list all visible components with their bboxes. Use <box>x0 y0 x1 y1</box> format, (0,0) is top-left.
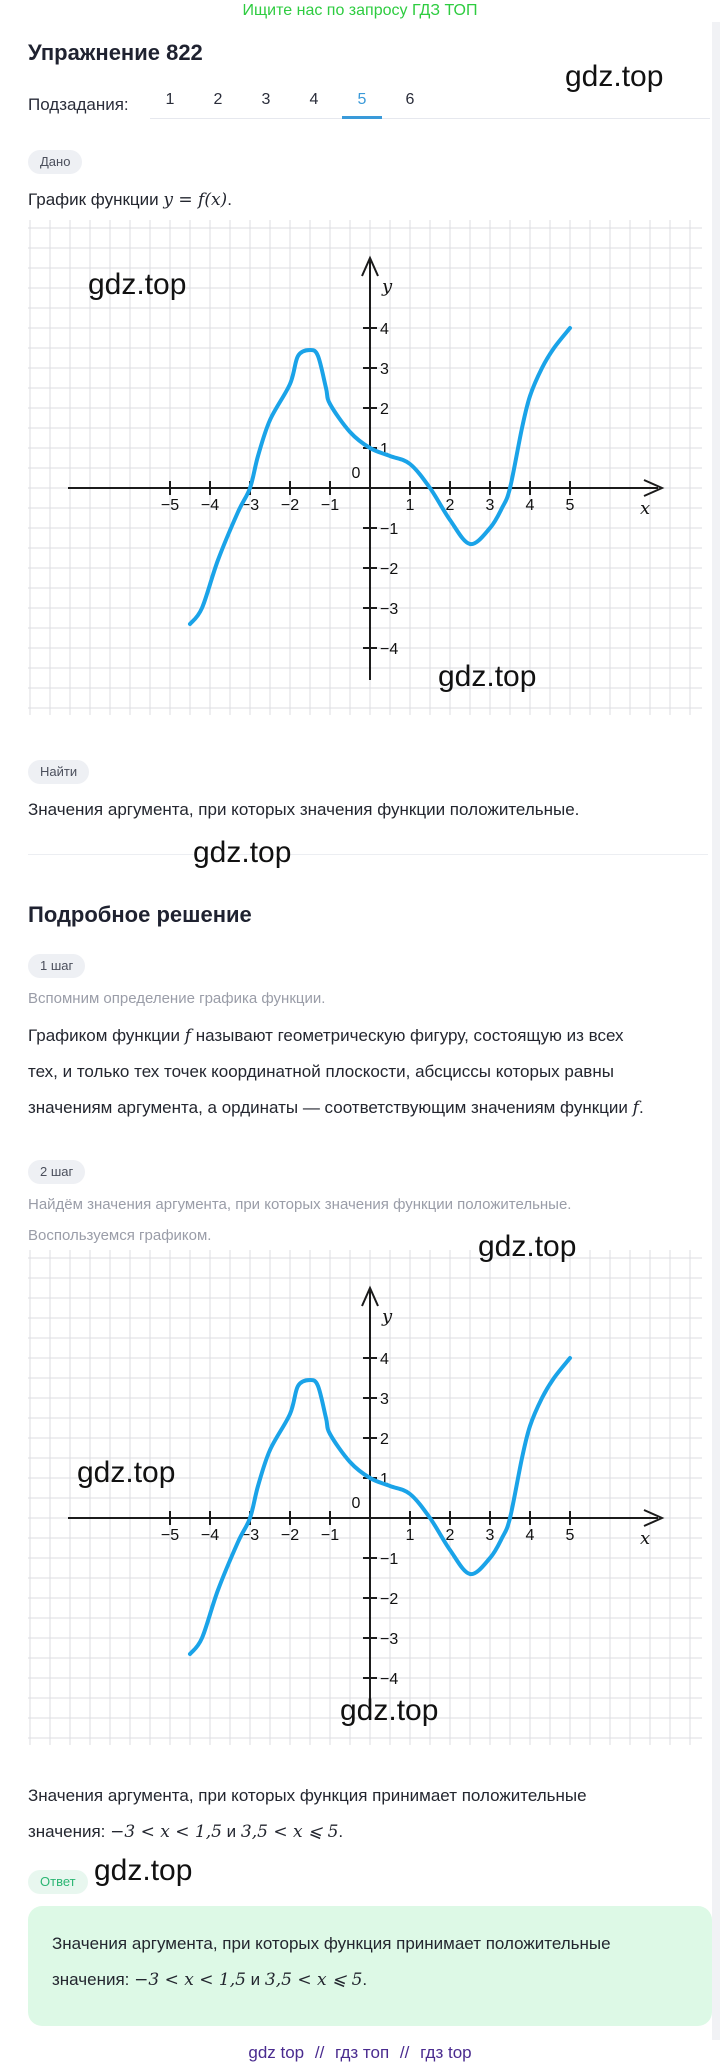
y-tick-label: 4 <box>380 1351 389 1368</box>
watermark: gdz.top <box>478 1230 577 1263</box>
y-tick-label: 1 <box>380 1471 389 1488</box>
y-tick-label: −1 <box>380 521 399 538</box>
exercise-title: Упражнение 822 <box>28 40 203 65</box>
divider <box>28 854 708 855</box>
x-tick-label: −2 <box>280 1527 300 1544</box>
watermark: gdz.top <box>94 1854 193 1887</box>
content-card <box>0 22 720 2040</box>
y-tick-label: −4 <box>380 641 399 658</box>
answer-line-1: Значения аргумента, при которых функция принимает положительные <box>52 1934 611 1953</box>
x-tick-label: 4 <box>525 497 535 514</box>
x-tick-label: −2 <box>280 497 300 514</box>
watermark: gdz.top <box>438 660 537 693</box>
find-chip: Найти <box>28 760 89 784</box>
step-1-line-2: тех, и только тех точек координатной плоскости, абсциссы которых равны <box>28 1062 614 1081</box>
step-1-line-3-b: . <box>638 1098 644 1117</box>
answer-joiner: и <box>245 1970 265 1989</box>
footer-links <box>0 2040 720 2066</box>
answer-line-2 <box>52 1962 367 1998</box>
subtask-tab-3[interactable]: 3 <box>261 91 271 108</box>
step-1-line-1-a: Графиком функции <box>28 1026 185 1045</box>
x-tick-label: 3 <box>485 1527 495 1544</box>
step-2-hint-1: Найдём значения аргумента, при которых значения функции положительные. <box>28 1196 572 1213</box>
function-symbol: f <box>184 1026 192 1046</box>
y-tick-label: −2 <box>380 1591 399 1608</box>
step-1-line-1 <box>28 1018 624 1054</box>
answer-label: значения: <box>52 1970 135 1989</box>
origin-label: 0 <box>351 465 361 482</box>
y-tick-label: 4 <box>380 321 389 338</box>
function-graph-2 <box>28 1250 702 1745</box>
subtask-tab-4[interactable]: 4 <box>309 91 319 108</box>
answer-interval-1: −3 < x < 1,5 <box>134 1970 246 1990</box>
answer-box <box>28 1906 712 2026</box>
grid <box>28 1250 702 1745</box>
y-tick-label: −3 <box>380 601 399 618</box>
x-tick-label: −3 <box>240 497 260 514</box>
watermark: gdz.top <box>565 60 664 93</box>
step-1-chip: 1 шаг <box>28 954 85 978</box>
subtasks-label: Подзадания: <box>28 95 129 114</box>
y-tick-label: 3 <box>380 361 389 378</box>
x-tick-label: 4 <box>525 1527 535 1544</box>
find-text: Значения аргумента, при которых значения функции положительные. <box>28 800 580 819</box>
x-tick-label: 2 <box>445 1527 455 1544</box>
subtask-tab-5[interactable]: 5 <box>342 84 382 119</box>
x-tick-label: −5 <box>160 497 180 514</box>
step-2-chip: 2 шаг <box>28 1160 85 1184</box>
conclusion-label: значения: <box>28 1822 111 1841</box>
origin-label: 0 <box>351 1495 361 1512</box>
given-chip: Дано <box>28 150 82 174</box>
step-1-line-3 <box>28 1090 644 1126</box>
x-tick-label: 5 <box>565 1527 575 1544</box>
conclusion-line-2 <box>28 1814 343 1850</box>
footer-link-3[interactable]: гдз top <box>420 2043 472 2062</box>
footer-link-1[interactable]: gdz top <box>248 2043 305 2062</box>
given-text <box>28 182 232 218</box>
x-axis-label: x <box>640 1528 651 1549</box>
subtask-tab-1[interactable]: 1 <box>165 91 175 108</box>
step-2-hint-2: Воспользуемся графиком. <box>28 1227 212 1244</box>
subtask-tab-2[interactable]: 2 <box>213 91 223 108</box>
top-banner[interactable]: Ищите нас по запросу ГДЗ ТОП <box>242 2 478 19</box>
step-1-hint: Вспомним определение графика функции. <box>28 990 326 1007</box>
conclusion-line-1: Значения аргумента, при которых функция принимает положительные <box>28 1786 587 1805</box>
y-tick-label: 3 <box>380 1391 389 1408</box>
y-tick-label: −3 <box>380 1631 399 1648</box>
x-tick-label: 1 <box>405 1527 415 1544</box>
x-tick-label: 2 <box>445 497 455 514</box>
conclusion-end: . <box>338 1822 344 1841</box>
x-tick-label: 1 <box>405 497 415 514</box>
conclusion-joiner: и <box>221 1822 241 1841</box>
y-tick-label: 2 <box>380 1431 389 1448</box>
y-tick-label: −1 <box>380 1551 399 1568</box>
function-symbol: f <box>632 1098 639 1118</box>
x-tick-label: −1 <box>320 1527 340 1544</box>
y-axis-label: y <box>382 1306 393 1327</box>
watermark: gdz.top <box>193 836 292 869</box>
x-tick-label: −1 <box>320 497 340 514</box>
step-1-line-3-a: значениям аргумента, а ординаты — соответствующим значениям функции <box>28 1098 633 1117</box>
step-1-line-1-b: называют геометрическую фигуру, состоящую из всех <box>191 1026 624 1045</box>
y-tick-label: −4 <box>380 1671 399 1688</box>
x-tick-label: 5 <box>565 497 575 514</box>
footer-separator: // <box>314 2043 325 2062</box>
subtask-tab-6[interactable]: 6 <box>405 91 415 108</box>
answer-interval-2: 3,5 < x ⩽ 5 <box>264 1970 363 1990</box>
watermark: gdz.top <box>77 1456 176 1489</box>
x-axis-label: x <box>640 498 651 519</box>
solution-title: Подробное решение <box>28 902 252 927</box>
given-formula: y = f(x) <box>163 190 228 210</box>
y-tick-label: 2 <box>380 401 389 418</box>
y-tick-label: 1 <box>380 441 389 458</box>
footer-separator: // <box>399 2043 410 2062</box>
x-tick-label: −4 <box>200 1527 220 1544</box>
conclusion-interval-2: 3,5 < x ⩽ 5 <box>240 1822 339 1842</box>
given-text-prefix: График функции <box>28 190 164 209</box>
given-text-suffix: . <box>227 190 232 209</box>
watermark: gdz.top <box>88 268 187 301</box>
x-tick-label: 3 <box>485 497 495 514</box>
x-tick-label: −3 <box>240 1527 260 1544</box>
footer-link-2[interactable]: гдз топ <box>335 2043 390 2062</box>
subtask-tabs <box>150 84 710 119</box>
y-axis-label: y <box>382 276 393 297</box>
answer-chip: Ответ <box>28 1870 88 1894</box>
conclusion-interval-1: −3 < x < 1,5 <box>110 1822 222 1842</box>
x-tick-label: −4 <box>200 497 220 514</box>
x-tick-label: −5 <box>160 1527 180 1544</box>
graph-2-svg <box>28 1250 702 1745</box>
watermark: gdz.top <box>340 1694 439 1727</box>
y-tick-label: −2 <box>380 561 399 578</box>
answer-end: . <box>362 1970 368 1989</box>
